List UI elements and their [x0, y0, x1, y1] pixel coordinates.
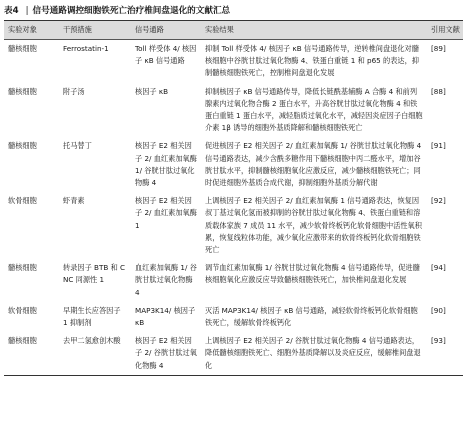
header-subject: 实验对象: [4, 21, 59, 40]
cell-result: 灭活 MAP3K14/ 核因子 κB 信号通路，减轻软骨终板钙化软骨细胞铁死亡，缓解软骨终板钙化: [205, 305, 418, 328]
caption-separator: |: [25, 6, 29, 16]
cell-result: 上调核因子 E2 相关因子 2/ 血红素加氧酶 1 信号通路表达，恢复因叔丁基过氧化氢而被抑制的谷胱甘肽过氧化物酶 4、铁蛋白重链和溶质载体家族 7 成员 11 水平，减少软骨终板钙化软骨细胞中活性氧积累，恢复线粒体功能，减少氧化应激带来的软骨终板钙化软骨细胞铁死亡: [205, 196, 422, 255]
cell-reference: [90]: [431, 305, 446, 315]
cell-subject: 软骨细胞: [8, 305, 37, 315]
header-intervention: 干预措施: [59, 21, 131, 40]
cell-pathway: 核因子 E2 相关因子 2/ 谷胱甘肽过氧化物酶 4: [131, 332, 201, 375]
cell-intervention: 转录因子 BTB 和 CNC 同源性 1: [63, 263, 126, 285]
cell-reference: [88]: [431, 86, 446, 96]
cell-pathway: 核因子 κB: [135, 86, 169, 96]
table-row: [4, 259, 463, 302]
cell-intervention: Ferrostatin-1: [63, 44, 109, 53]
table-row: [4, 302, 463, 332]
table-row: [4, 332, 463, 375]
table-row: [4, 40, 463, 83]
cell-reference: [93]: [427, 332, 463, 375]
cell-intervention: 虾青素: [63, 196, 85, 206]
cell-subject: 软骨细胞: [8, 196, 37, 206]
cell-intervention: 去甲二氢愈创木酸: [59, 332, 131, 375]
cell-result: 促进核因子 E2 相关因子 2/ 血红素加氧酶 1/ 谷胱甘肽过氧化物酶 4 信号通路表达，减少含酰多糖作用下髓核细胞中丙二醛水平，增加谷胱甘肽水平，抑制髓核细胞氧化应激反应，减少髓核细胞铁死亡；同时促进细胞外基质合成代谢，抑制细胞外基质分解代谢: [205, 141, 422, 188]
cell-reference: [91]: [431, 141, 446, 151]
literature-table: [4, 20, 463, 376]
cell-result: 调节血红素加氧酶 1/ 谷胱甘肽过氧化物酶 4 信号通路传导，促进髓核细胞氧化应激反应导致髓核细胞铁死亡，加快椎间盘退化发展: [205, 263, 420, 285]
cell-reference: [94]: [431, 263, 446, 273]
cell-subject: 髓核细胞: [4, 332, 59, 375]
cell-result: 抑制 Toll 样受体 4/ 核因子 κB 信号通路传导，逆转椎间盘退化对髓核细胞中谷胱甘肽过氧化物酶 4、铁蛋白重链 1 和 p65 的表达，抑制髓核细胞铁死亡，控制椎间盘退化发展: [205, 44, 419, 78]
cell-subject: 髓核细胞: [8, 141, 37, 151]
cell-intervention: 早期生长应答因子 1 抑制剂: [63, 305, 121, 328]
table-row: [4, 192, 463, 259]
cell-result: 上调核因子 E2 相关因子 2/ 谷胱甘肽过氧化物酶 4 信号通路表达，降低髓核细胞铁死亡、细胞外基质降解以及炎症反应，缓解椎间盘退化: [201, 332, 427, 375]
cell-subject: 髓核细胞: [8, 44, 37, 53]
table-title: 信号通路调控细胞铁死亡治疗椎间盘退化的文献汇总: [32, 6, 231, 16]
table-caption: [4, 3, 230, 19]
cell-subject: 髓核细胞: [8, 263, 37, 273]
cell-pathway: Toll 样受体 4/ 核因子 κB 信号通路: [135, 44, 197, 66]
header-pathway: 信号通路: [131, 21, 201, 40]
cell-intervention: 托马替丁: [63, 141, 92, 151]
header-result: 实验结果: [201, 21, 427, 40]
table-row: [4, 137, 463, 192]
cell-result: 抑制核因子 κB 信号通路传导，降低长链酰基辅酶 A 合酶 4 和前列腺素内过氧化物合酶 2 蛋白水平，升高谷胱甘肽过氧化物酶 4 和铁蛋白重链 1 蛋白水平，减轻脂质过氧化水平，减轻因炎症因子白细胞介素 1β 诱导的细胞外基质降解和髓核细胞铁死亡: [205, 86, 423, 133]
table-row: [4, 83, 463, 138]
cell-pathway: 核因子 E2 相关因子 2/ 血红素加氧酶 1: [135, 196, 197, 230]
cell-reference: [92]: [431, 196, 446, 206]
cell-subject: 髓核细胞: [8, 86, 37, 96]
cell-pathway: 核因子 E2 相关因子 2/ 血红素加氧酶 1/ 谷胱甘肽过氧化物酶 4: [135, 141, 197, 188]
cell-pathway: 血红素加氧酶 1/ 谷胱甘肽过氧化物酶 4: [135, 263, 197, 297]
cell-pathway: MAP3K14/ 核因子 κB: [135, 305, 196, 328]
table-header-row: [4, 21, 463, 40]
header-reference: 引用文献: [427, 21, 463, 40]
table-label: 表4: [4, 6, 19, 16]
cell-reference: [89]: [431, 44, 446, 53]
cell-intervention: 附子汤: [63, 86, 85, 96]
